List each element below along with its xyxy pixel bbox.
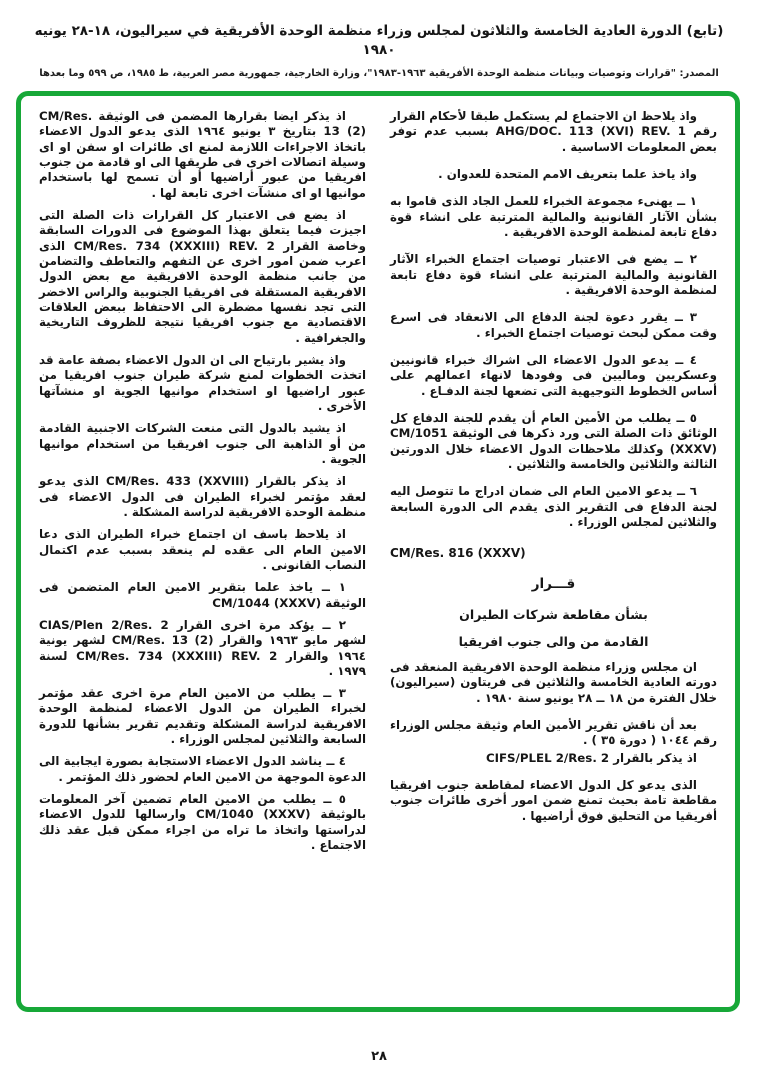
- paragraph: اذ يضع فى الاعتبار كل القرارات ذات الصلة التى اجيزت فيما يتعلق بهذا الموضوع فى الدورات السابقة وخاصة القرار CM/Res. 734 (XXXIII) REV. 2 الذى اعرب ضمن امور اخرى عن التفهم والتعاطف والتضامن من جانب منظمة الوحدة الافريقية مع بعض الدول الافريقية المستقلة فى افريقيا الجنوبية والراس الاخضر التى تجد نفسها مضطرة الى الاحتفاظ ببعض العلاقات الاقتصادية مع جنوب افريقيا نتيجة للظروف التاريخية والجغرافية .: [39, 207, 366, 345]
- column-right: [390, 109, 717, 997]
- resolution-code: CM/Res. 816 (XXXV): [390, 546, 526, 561]
- paragraph: اذ يذكر ايضا بقرارها المضمن فى الوثيقة CM/Res. 13 (2) بتاريخ ٣ يونيو ١٩٦٤ الذى يدعو الدول الاعضاء باتخاذ الاجراءات اللازمة لمنع اى طائرات او سفن او اى وسيلة اتصالات اخرى فى طريقها الى او قادمة من جنوب افريقيا من عبور أراضيها أو أن تسمح لها باستخدام موانيها او اى منشآت اخرى تابعة لها .: [39, 109, 366, 200]
- page-number: ٢٨: [371, 1049, 387, 1064]
- paragraph: الذى يدعو كل الدول الاعضاء لمقاطعة جنوب افريقيا مقاطعة تامة بحيث تمنع ضمن امور أخرى طائرات جنوب أفريقيا من التحليق فوق أراضيها .: [390, 778, 717, 823]
- paragraph: اذ يذكر بالقرار CM/Res. 433 (XXVIII) الذى يدعو لعقد مؤتمر لخبراء الطيران فى الدول الاعضاء فى منظمة الوحدة الافريقية لدراسة المشكلة .: [39, 474, 366, 519]
- paragraph: ان مجلس وزراء منظمة الوحدة الافريقية المنعقد فى دورته العادية الخامسة والثلاثين فى فريتاون (سيراليون) خلال الفترة من ١٨ ــ ٢٨ يونيو سنة ١٩٨٠ .: [390, 660, 717, 705]
- numbered-clause: ٣ ــ يقرر دعوة لجنة الدفاع الى الانعقاد فى اسرع وقت ممكن لبحث توصيات اجتماع الخبراء .: [390, 310, 717, 340]
- numbered-clause: ٢ ــ يؤكد مرة اخرى القرار CIAS/Plen 2/Res. 2 لشهر مايو ١٩٦٣ والقرار CM/Res. 13 (2) لشهر يونية ١٩٦٤ والقرار CM/Res. 734 (XXXIII) REV. 2 لسنة ١٩٧٩ .: [39, 617, 367, 678]
- numbered-clause: ١ ــ يهنىء مجموعة الخبراء للعمل الجاد الذى قاموا به بشأن الآثار القانونية والمالية المترتبة على انشاء قوة دفاع تابعة لمنظمة الوحدة الافريقية .: [390, 194, 717, 239]
- resolution-subtitle: القادمة من والى جنوب افريقيا: [458, 633, 649, 649]
- header-session-title: (تابع) الدورة العادية الخامسة والثلاثون لمجلس وزراء منظمة الوحدة الأفريقية في سيراليون، ١٨-٢٨ يونيه ١٩٨٠: [34, 23, 724, 58]
- page-header: [22, 22, 736, 80]
- paragraph: اذ يلاحظ باسف ان اجتماع خبراء الطيران الذى دعا الامين العام الى عقده لم ينعقد بسبب عدم اكتمال النصاب القانونى .: [39, 527, 366, 572]
- numbered-clause: ٣ ــ يطلب من الامين العام مرة اخرى عقد مؤتمر لخبراء الطيران من الدول الاعضاء لمنظمة الوحدة الافريقية لدراسة المشكلة وتقديم تقرير بشأنها للدورة السابعة والثلاثين لمجلس الوزراء .: [39, 686, 366, 747]
- numbered-clause: ٥ ــ يطلب من الأمين العام أن يقدم للجنة الدفاع كل الوثائق ذات الصلة التى ورد ذكرها فى الوثيقة CM/1051 (XXXV) وكذلك ملاحظات الدول الاعضاء خلال الدورتين الثالثة والثلاثين والخامسة والثلاثين .: [390, 410, 717, 471]
- column-left: [39, 109, 366, 997]
- paragraph: واذ يشير بارتياح الى ان الدول الاعضاء بصفة عامة قد اتخذت الخطوات لمنع شركة طيران جنوب افريقيا من عبور اراضيها او استخدام موانيها الجوية او منشآتها الأخرى .: [39, 352, 366, 413]
- paragraph: واذ ياخذ علما بتعريف الامم المتحدة للعدوان .: [438, 166, 697, 181]
- paragraph: واذ يلاحظ ان الاجتماع لم يستكمل طبقا لأحكام القرار رقم AHG/DOC. 113 (XVI) REV. 1 بسبب عدم توفر بعض المعلومات الاساسية .: [390, 109, 717, 154]
- paragraph: اذ يشيد بالدول التى منعت الشركات الاجنبية القادمة من أو الذاهبة الى جنوب افريقيا من استخدام موانيها الجوية .: [39, 421, 366, 466]
- numbered-clause: ٤ ــ يدعو الدول الاعضاء الى اشراك خبراء قانونيين وعسكريين وماليين فى وفودها لانهاء اعمالهم على أساس الخطوط التوجيهية التى تضعها لجنة الدفـاع .: [390, 352, 717, 398]
- paragraph: بعد أن ناقش تقرير الأمين العام وثيقة مجلس الوزراء رقم ١٠٤٤ ( دورة ٣٥ ) .: [390, 718, 717, 748]
- resolution-title: قـــرار: [531, 575, 576, 592]
- numbered-clause: ٤ ــ يناشد الدول الاعضاء الاستجابة بصورة ايجابية الى الدعوة الموجهة من الامين العام لحضور ذلك المؤتمر .: [39, 754, 366, 784]
- numbered-clause: ٢ ــ يضع فى الاعتبار توصيات اجتماع الخبراء الآثار القانونية والمالية المترتبة على انشاء قوة دفاع تابعة لمنظمة الوحدة الافريقية .: [390, 252, 717, 297]
- numbered-clause: ٥ ــ يطلب من الامين العام تضمين آخر المعلومات بالوثيقة CM/1040 (XXXV) وارسالها للدول الاعضاء لدراستها واتخاذ ما تراه من اجراء ممكن قبل عقد ذلك الاجتماع .: [39, 792, 366, 853]
- numbered-clause: ١ ــ ياخذ علما بتقرير الامين العام المتضمن فى الوثيقة CM/1044 (XXXV): [39, 580, 366, 610]
- resolution-subtitle: بشأن مقاطعة شركات الطيران: [459, 607, 648, 623]
- paragraph: اذ يذكر بالقرار CIFS/PLEL 2/Res. 2: [485, 750, 697, 765]
- numbered-clause: ٦ ــ يدعو الامين العام الى ضمان ادراج ما تتوصل اليه لجنة الدفاع فى التقرير الذى يقدم الى الدورة السابعة والثلاثين لمجلس الوزراء .: [390, 484, 717, 529]
- header-source-citation: المصدر: "قرارات وتوصيات وبيانات منظمة الوحدة الأفريقية ١٩٦٣-١٩٨٣"، وزارة الخارجية، جمهورية مصر العربية، ط ١٩٨٥، ص ٥٩٩ وما بعدها: [39, 67, 719, 79]
- resolutions-green-frame: [16, 91, 740, 1012]
